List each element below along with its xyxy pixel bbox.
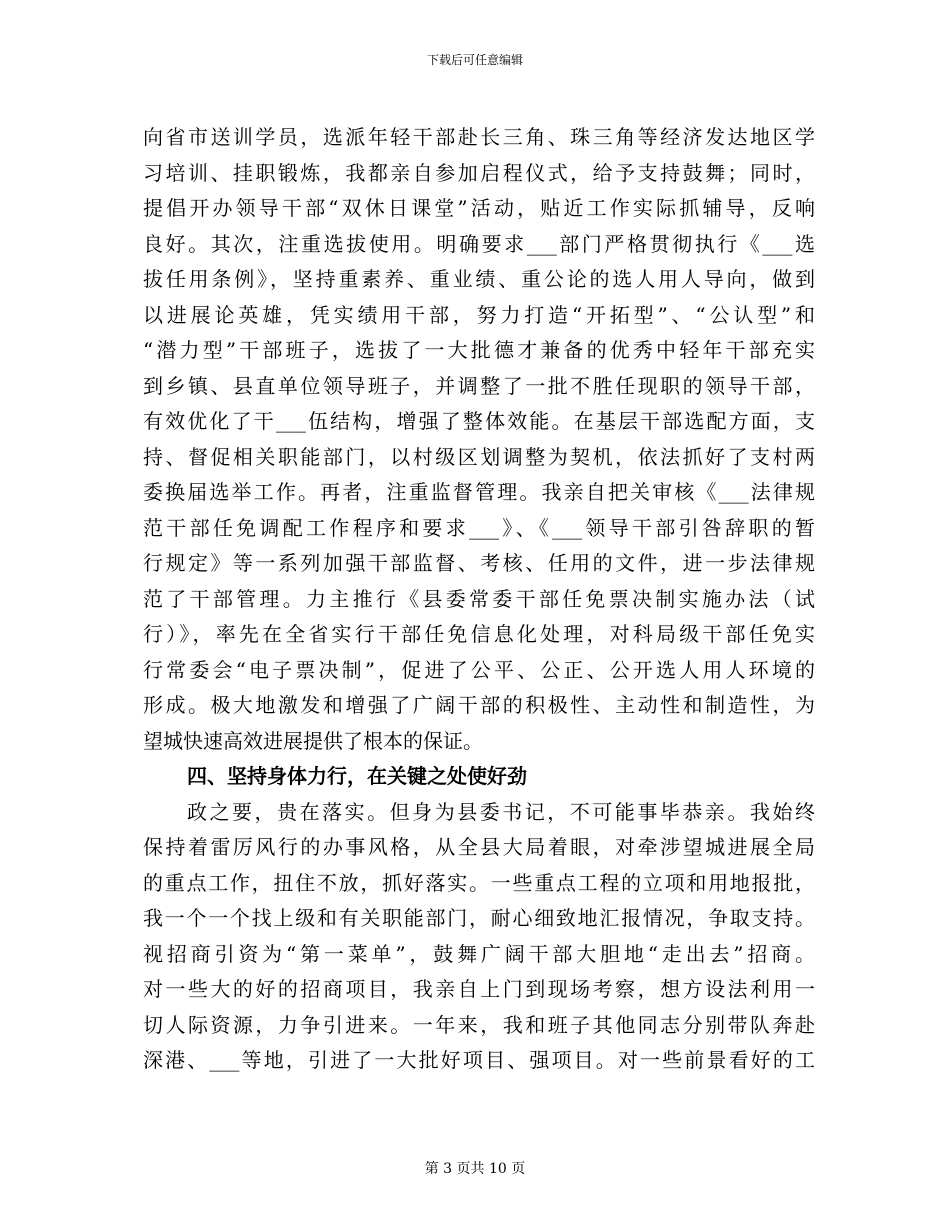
text-line: 习培训、挂职锻炼，我都亲自参加启程仪式，给予支持鼓舞；同时，: [143, 160, 815, 185]
text-line: 行）》，率先在全省实行干部任免信息化处理，对科局级干部任免实: [143, 622, 815, 646]
text-line: 对一些大的好的招商项目，我亲自上门到现场考察，想方设法利用一: [143, 977, 815, 1001]
text-line: 视招商引资为“第一菜单”，鼓舞广阔干部大胆地“走出去”招商。: [143, 941, 815, 966]
page-header: 下载后可任意编辑: [426, 53, 523, 67]
text-line: 委换届选举工作。再者，注重监督管理。我亲自把关审核《___法律规: [143, 480, 815, 504]
text-line: 范干部任免调配工作程序和要求___》、《___领导干部引咎辞职的暂: [143, 515, 815, 540]
text-line: 拔任用条例》，坚持重素养、重业绩、重公论的选人用人导向，做到: [143, 267, 815, 291]
text-line: 到乡镇、县直单位领导班子，并调整了一批不胜任现职的领导干部，: [143, 373, 815, 398]
text-line: 有效优化了干___伍结构，增强了整体效能。在基层干部选配方面，支: [143, 409, 815, 433]
text-line: 范了干部管理。力主推行《县委常委干部任免票决制实施办法（试: [143, 586, 815, 611]
text-line: 保持着雷厉风行的办事风格，从全县大局着眼，对牵涉望城进展全局: [143, 835, 815, 859]
text-line: 良好。其次，注重选拔使用。明确要求___部门严格贯彻执行《___选: [143, 231, 815, 256]
text-line: 提倡开办领导干部“双休日课堂”活动，贴近工作实际抓辅导，反响: [143, 196, 815, 220]
text-line: 深港、___等地，引进了一大批好项目、强项目。对一些前景看好的工: [143, 1048, 815, 1072]
text-line: 我一个一个找上级和有关职能部门，耐心细致地汇报情况，争取支持。: [143, 906, 815, 930]
page-footer: 第 3 页共 10 页: [424, 1161, 526, 1177]
text-line: 向省市送训学员，选派年轻干部赴长三角、珠三角等经济发达地区学: [143, 125, 815, 149]
section-heading: 四、坚持身体力行，在关键之处使好劲: [187, 764, 527, 788]
text-line: “潜力型”干部班子，选拔了一大批德才兼备的优秀中轻年干部充实: [143, 338, 815, 362]
text-line: 行常委会“电子票决制”，促进了公平、公正、公开选人用人环境的: [143, 657, 815, 682]
text-line: 行规定》等一系列加强干部监督、考核、任用的文件，进一步法律规: [143, 551, 815, 575]
text-line: 持、督促相关职能部门，以村级区划调整为契机，依法抓好了支村两: [143, 444, 815, 469]
text-line: 形成。极大地激发和增强了广阔干部的积极性、主动性和制造性，为: [143, 693, 815, 717]
text-line: 以进展论英雄，凭实绩用干部，努力打造“开拓型”、“公认型”和: [143, 302, 815, 327]
document-body: [143, 120, 815, 1079]
text-line: 望城快速高效进展提供了根本的保证。: [143, 728, 483, 753]
text-line: 政之要，贵在落实。但身为县委书记，不可能事毕恭亲。我始终: [187, 799, 815, 824]
text-line: 的重点工作，扭住不放，抓好落实。一些重点工程的立项和用地报批，: [143, 870, 815, 895]
text-line: 切人际资源，力争引进来。一年来，我和班子其他同志分别带队奔赴: [143, 1012, 815, 1037]
